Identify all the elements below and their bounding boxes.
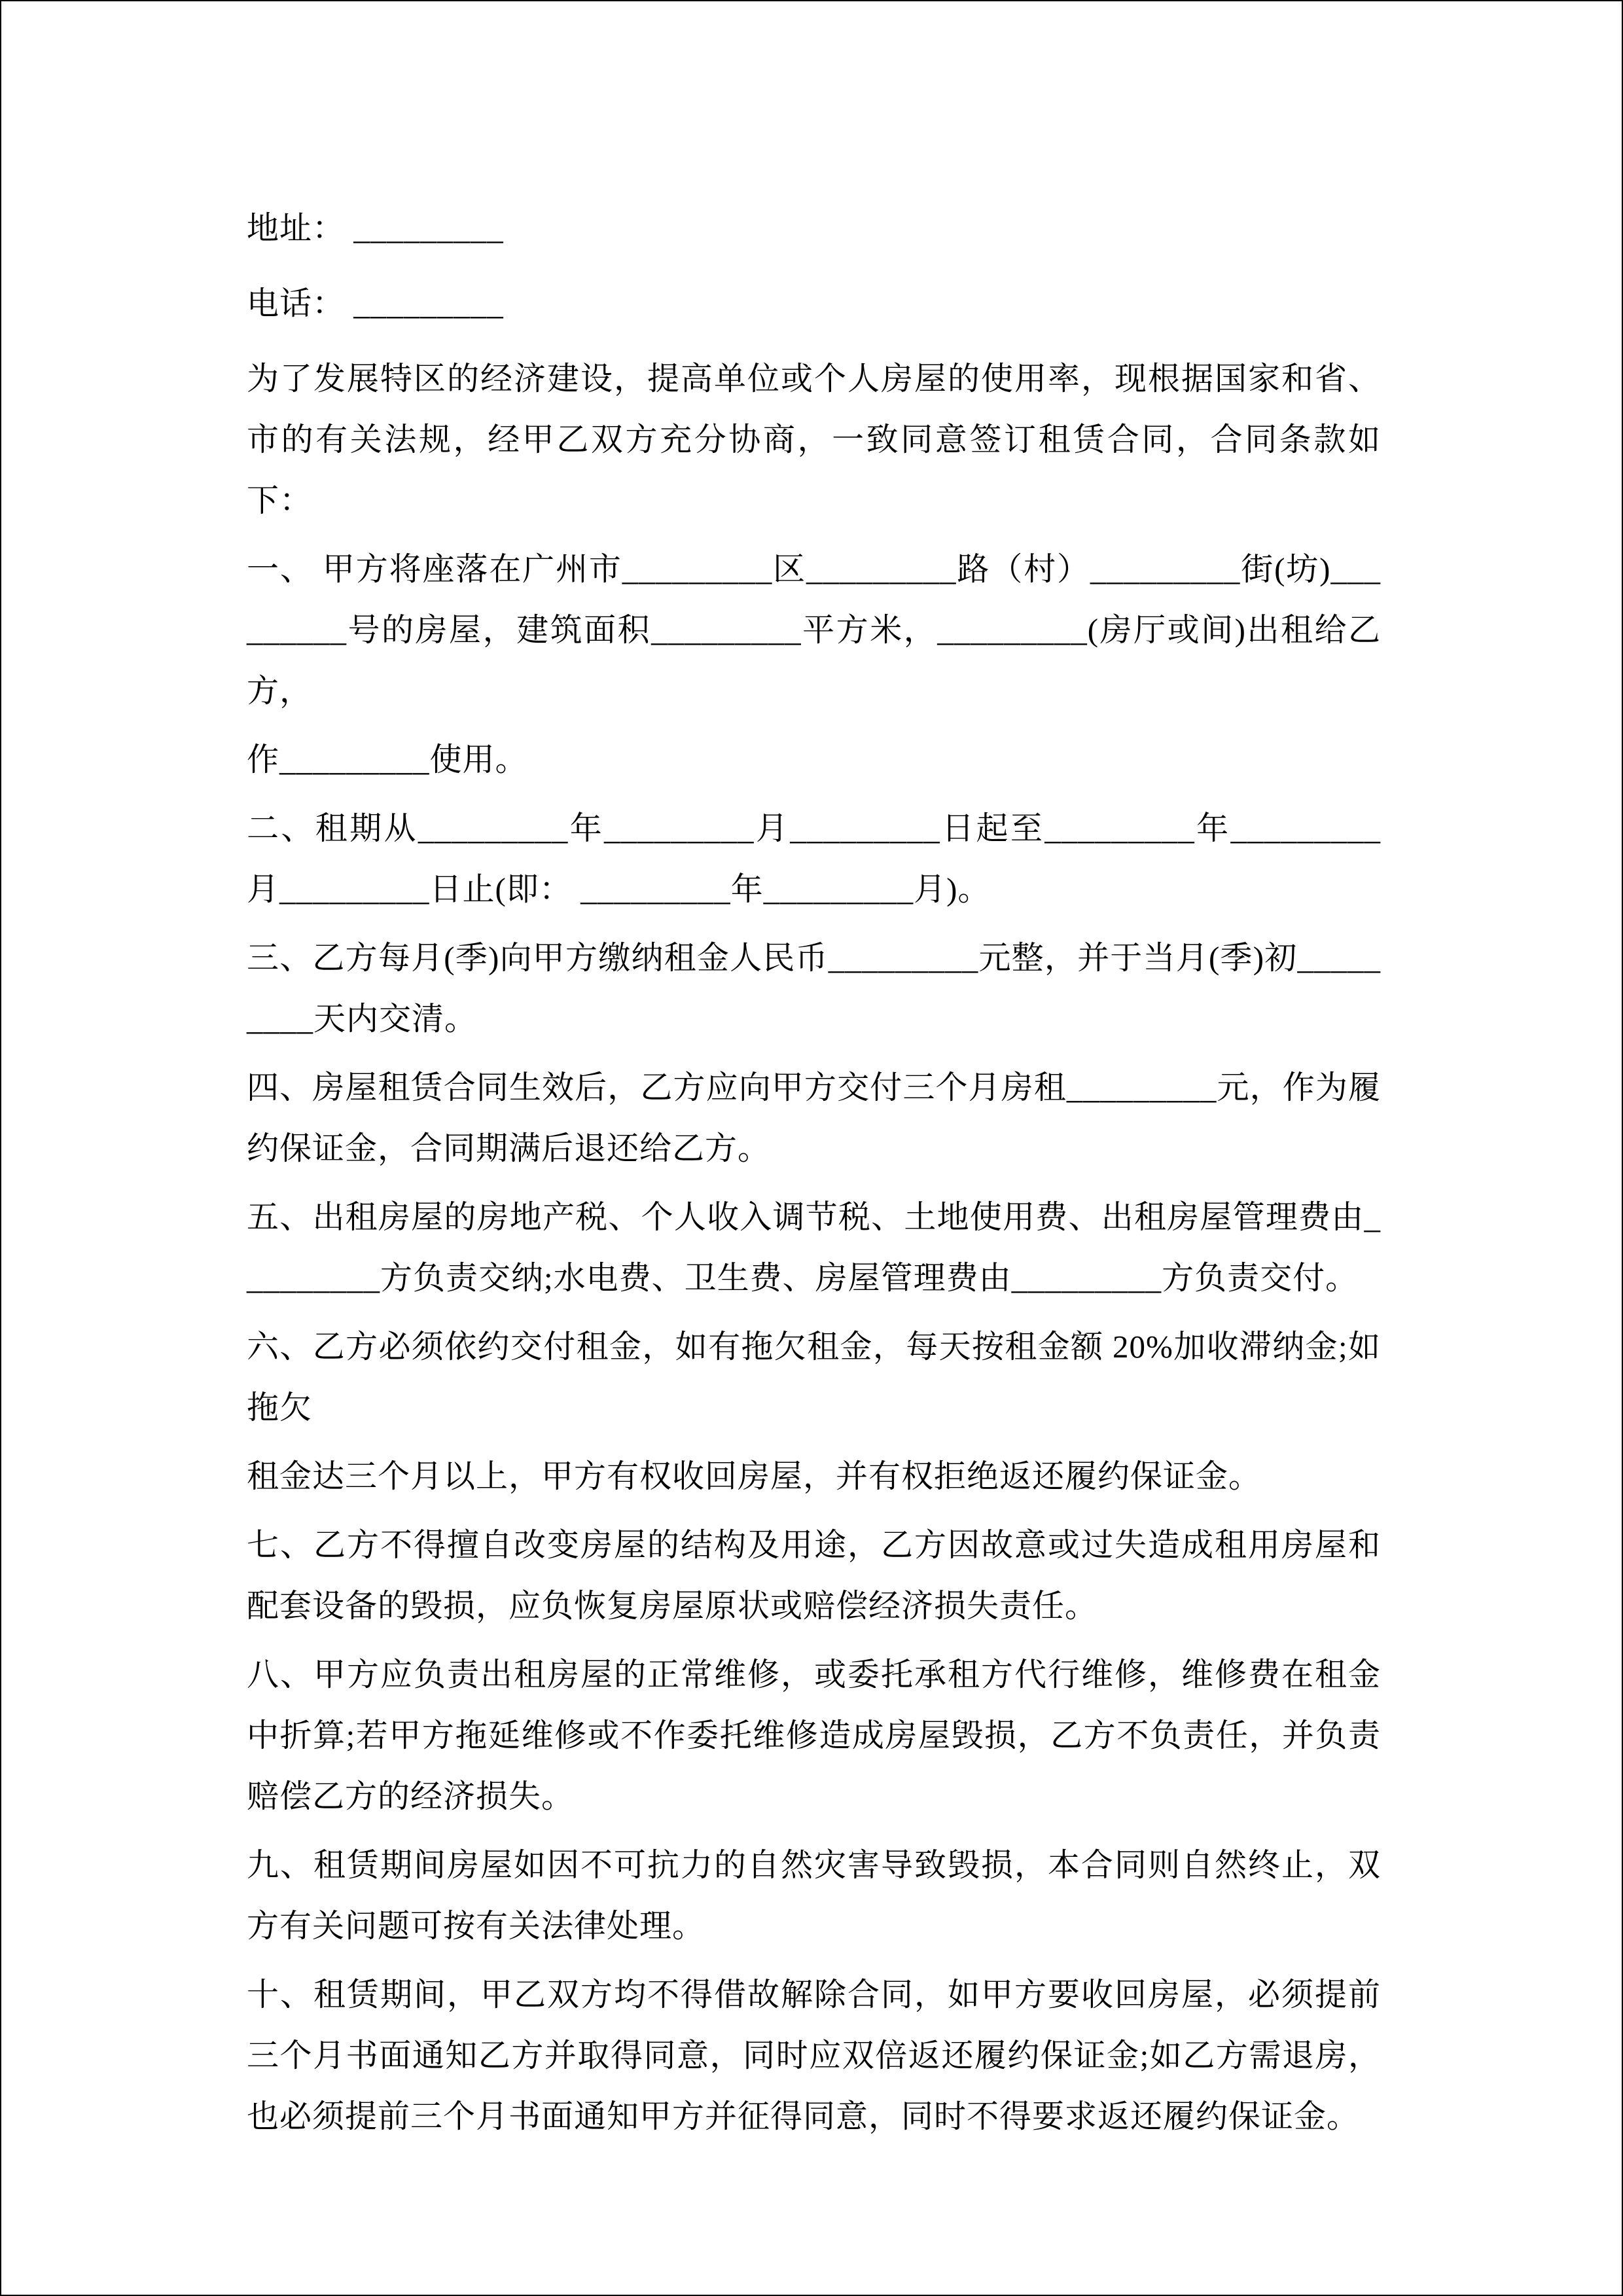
address-line: 地址： _________ bbox=[247, 210, 504, 246]
rental-contract-body bbox=[247, 198, 1381, 2147]
clause-7: 七、乙方不得擅自改变房屋的结构及用途，乙方因故意或过失造成租用房屋和配套设备的毁损，应负恢复房屋原状或赔偿经济损失责任。 bbox=[247, 1527, 1381, 1624]
clause-6: 六、乙方必须依约交付租金，如有拖欠租金，每天按租金额 20%加收滞纳金;如拖欠 bbox=[247, 1329, 1381, 1426]
clause-2: 二、租期从_________年_________月_________日起至_________年_________月_________日止(即： _________年_________月)。 bbox=[247, 810, 1381, 907]
clause-10: 十、租赁期间，甲乙双方均不得借故解除合同，如甲方要收回房屋，必须提前三个月书面通知乙方并取得同意，同时应双倍返还履约保证金;如乙方需退房，也必须提前三个月书面通知甲方并征得同意，同时不得要求返还履约保证金。 bbox=[247, 1977, 1381, 2134]
clause-4: 四、房屋租赁合同生效后，乙方应向甲方交付三个月房租_________元，作为履约保证金，合同期满后退还给乙方。 bbox=[247, 1069, 1381, 1166]
preamble-paragraph: 为了发展特区的经济建设，提高单位或个人房屋的使用率，现根据国家和省、市的有关法规，经甲乙双方充分协商，一致同意签订租赁合同，合同条款如下： bbox=[247, 361, 1381, 518]
clause-9: 九、租赁期间房屋如因不可抗力的自然灾害导致毁损，本合同则自然终止，双方有关问题可按有关法律处理。 bbox=[247, 1847, 1381, 1944]
clause-8: 八、甲方应负责出租房屋的正常维修，或委托承租方代行维修，维修费在租金中折算;若甲方拖延维修或不作委托维修造成房屋毁损，乙方不负责任，并负责赔偿乙方的经济损失。 bbox=[247, 1657, 1381, 1814]
clause-1-continuation: 作_________使用。 bbox=[247, 742, 528, 778]
phone-line: 电话： _________ bbox=[247, 285, 504, 321]
clause-3: 三、乙方每月(季)向甲方缴纳租金人民币_________元整，并于当月(季)初_________天内交清。 bbox=[247, 940, 1381, 1037]
clause-5: 五、出租房屋的房地产税、个人收入调节税、土地使用费、出租房屋管理费由_________方负责交纳;水电费、卫生费、房屋管理费由_________方负责交付。 bbox=[247, 1199, 1381, 1296]
clause-1: 一、 甲方将座落在广州市_________区_________路（村）_________街(坊)_________号的房屋，建筑面积_________平方米，_________(房厅或间)出租给乙方， bbox=[247, 551, 1381, 709]
clause-6-continuation: 租金达三个月以上，甲方有权收回房屋，并有权拒绝返还履约保证金。 bbox=[247, 1458, 1262, 1494]
